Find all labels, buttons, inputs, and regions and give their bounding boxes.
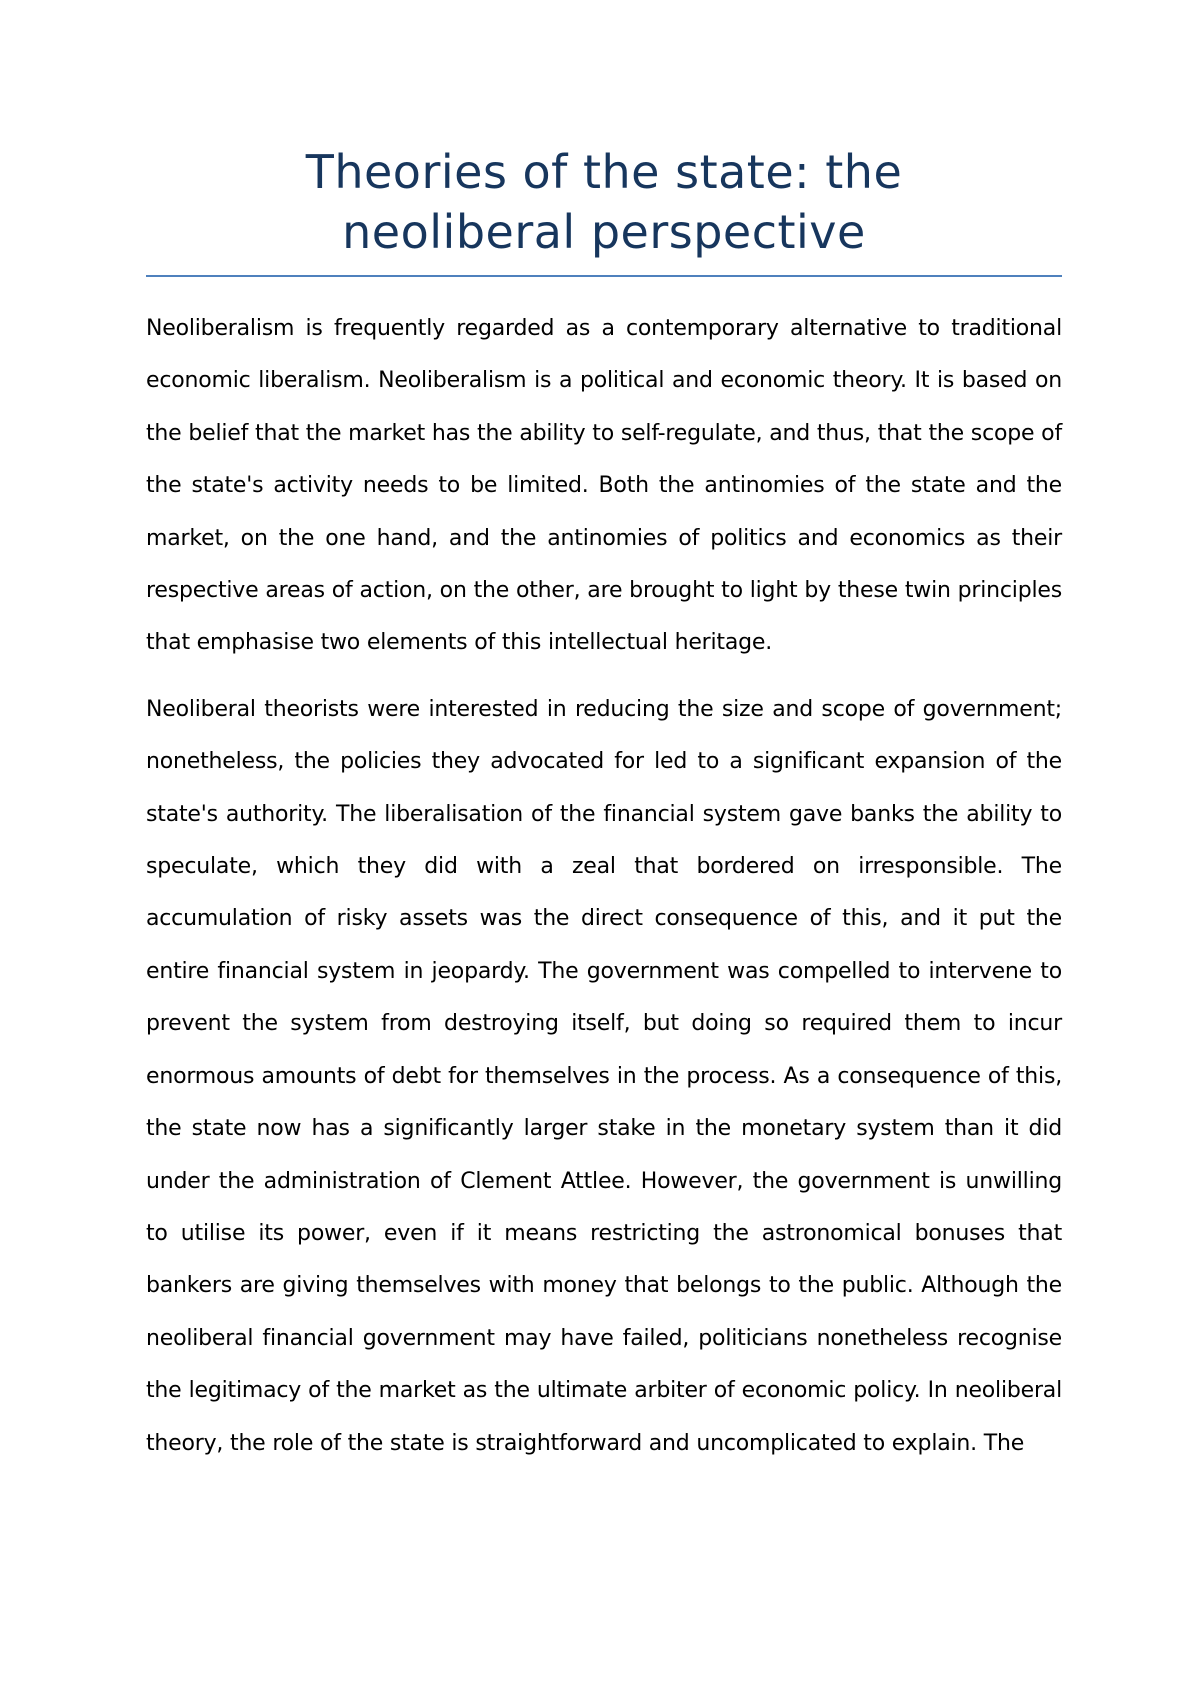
title-block [146, 142, 1062, 262]
title-line-2: neoliberal perspective [342, 205, 866, 259]
document-body [146, 303, 1062, 1484]
document-title [146, 142, 1062, 262]
title-underline-divider [146, 275, 1062, 277]
title-line-1: Theories of the state: the [305, 145, 903, 199]
paragraph-1: Neoliberalism is frequently regarded as a contemporary alternative to traditional economic liberalism. Neoliberalism is a political and economic theory. It is based on the belief that the market has the ability to self-regulate, and thus, that the scope of the state's activity needs to be limited. Both the antinomies of the state and the market, on the one hand, and the antinomies of politics and economics as their respective areas of action, on the other, are brought to light by these twin principles that emphasise two elements of this intellectual heritage. [146, 316, 1062, 656]
paragraph-2: Neoliberal theorists were interested in reducing the size and scope of government; nonetheless, the policies they advocated for led to a significant expansion of the state's authority. The liberalisation of the financial system gave banks the ability to speculate, which they did with a zeal that bordered on irresponsible. The accumulation of risky assets was the direct consequence of this, and it put the entire financial system in jeopardy. The government was compelled to intervene to prevent the system from destroying itself, but doing so required them to incur enormous amounts of debt for themselves in the process. As a consequence of this, the state now has a significantly larger stake in the monetary system than it did under the administration of Clement Attlee. However, the government is unwilling to utilise its power, even if it means restricting the astronomical bonuses that bankers are giving themselves with money that belongs to the public. Although the neoliberal financial government may have failed, politicians nonetheless recognise the legitimacy of the market as the ultimate arbiter of economic policy. In neoliberal theory, the role of the state is straightforward and uncomplicated to explain. The [146, 696, 1062, 1456]
